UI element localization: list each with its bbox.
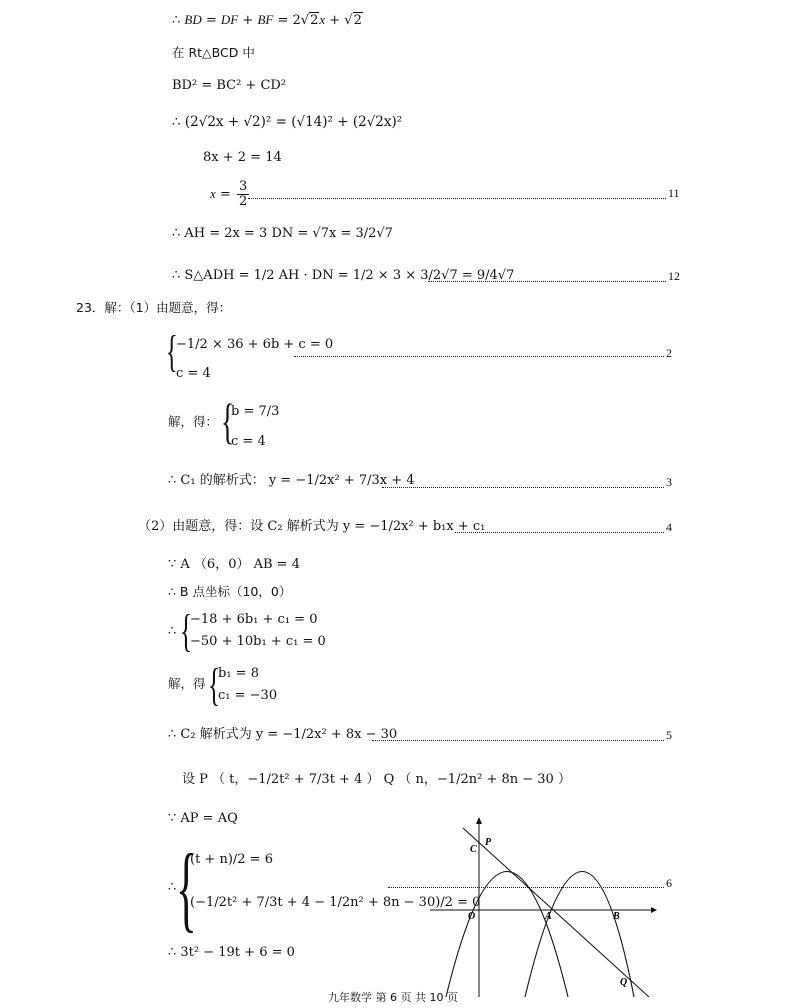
solution-2-c1: c₁ = −30 [218,688,278,703]
system-brace: { [221,393,235,449]
y-axis-arrow [476,817,482,824]
label-q: Q [620,977,628,988]
system-1-eq-a: −1/2 × 36 + 6b + c = 0 [176,337,334,352]
c1-expression: ∴ C₁ 的解析式： y = −1/2x² + 7/3x + 4 [168,473,415,488]
line-linear-eq: 8x + 2 = 14 [203,150,282,165]
system-brace: { [166,327,178,376]
line-area: ∴ S△ADH = 1/2 AH · DN = 1/2 × 3 × 3/2√7 = 9/4√7 [172,268,515,283]
system-3-eq-b: (−1/2t² + 7/3t + 4 − 1/2n² + 8n − 30)/2 = 0 [190,895,481,910]
dot-leader [248,198,666,199]
therefore-symbol: ∴ [168,624,177,639]
x-axis-arrow [651,907,657,913]
dot-leader [455,532,664,533]
point-score: 11 [668,186,680,200]
dot-leader [382,487,664,488]
system-brace: { [176,834,197,941]
solution-2-label: 解，得 [168,676,206,691]
system-brace: { [180,605,193,656]
system-2-eq-a: −18 + 6b₁ + c₁ = 0 [190,612,318,627]
system-1-eq-b: c = 4 [176,366,211,381]
dot-leader [372,740,664,741]
question-23-heading: 23．解：（1）由题意，得： [76,300,232,315]
line-bd-sum: ∴ BD = DF + BF = 2√2x + √2 [172,12,362,28]
solution-1-b: b = 7/3 [231,404,280,419]
point-score: 5 [666,728,672,742]
point-score: 12 [668,269,680,283]
label-o: O [468,911,476,922]
point-score: 4 [666,520,672,534]
label-b: B [613,911,620,922]
parabola-c1 [446,872,568,998]
line-point-a: ∵ A （6，0） AB = 4 [168,557,300,572]
line-x-value: x = $\frac{3}{2}$ [210,179,248,209]
final-equation: ∴ 3t² − 19t + 6 = 0 [168,945,295,960]
page-footer: 九年数学 第 6 页 共 10 页 [328,991,458,1004]
line-pq [463,828,649,997]
system-2-eq-b: −50 + 10b₁ + c₁ = 0 [190,634,326,649]
solution-1-label: 解，得： [168,414,219,429]
line-ap-aq: ∵ AP = AQ [168,811,238,826]
label-a: A [545,911,552,922]
system-brace: { [208,659,221,710]
line-pythagoras: BD² = BC² + CD² [172,78,287,93]
line-squared-eq: ∴ (2√2x + √2)² = (√14)² + (2√2x)² [172,114,403,130]
line-point-b: ∴ B 点坐标（10，0） [168,584,292,599]
label-p: P [485,837,492,848]
part-2-setup: （2）由题意，得：设 C₂ 解析式为 y = −1/2x² + b₁x + c₁ [138,519,486,534]
dot-leader [294,356,664,357]
point-score: 3 [666,475,672,489]
point-score: 2 [666,346,672,360]
point-score: 6 [666,876,672,890]
therefore-symbol: ∴ [168,880,177,895]
system-3-eq-a: (t + n)/2 = 6 [190,852,273,867]
set-p-q: 设 P （ t，−1/2t² + 7/3t + 4 ） Q （ n，−1/2n² + 8n − 30 ） [182,772,571,787]
parabola-figure [425,812,665,997]
dot-leader [428,281,666,282]
solution-1-c: c = 4 [231,434,266,449]
c2-expression: ∴ C₂ 解析式为 y = −1/2x² + 8x − 30 [168,727,398,742]
solution-2-b1: b₁ = 8 [218,666,259,681]
line-ah-dn: ∴ AH = 2x = 3 DN = √7x = 3/2√7 [172,226,393,241]
line-rt-triangle: 在 Rt△BCD 中 [172,45,255,60]
label-c: C [470,844,477,855]
